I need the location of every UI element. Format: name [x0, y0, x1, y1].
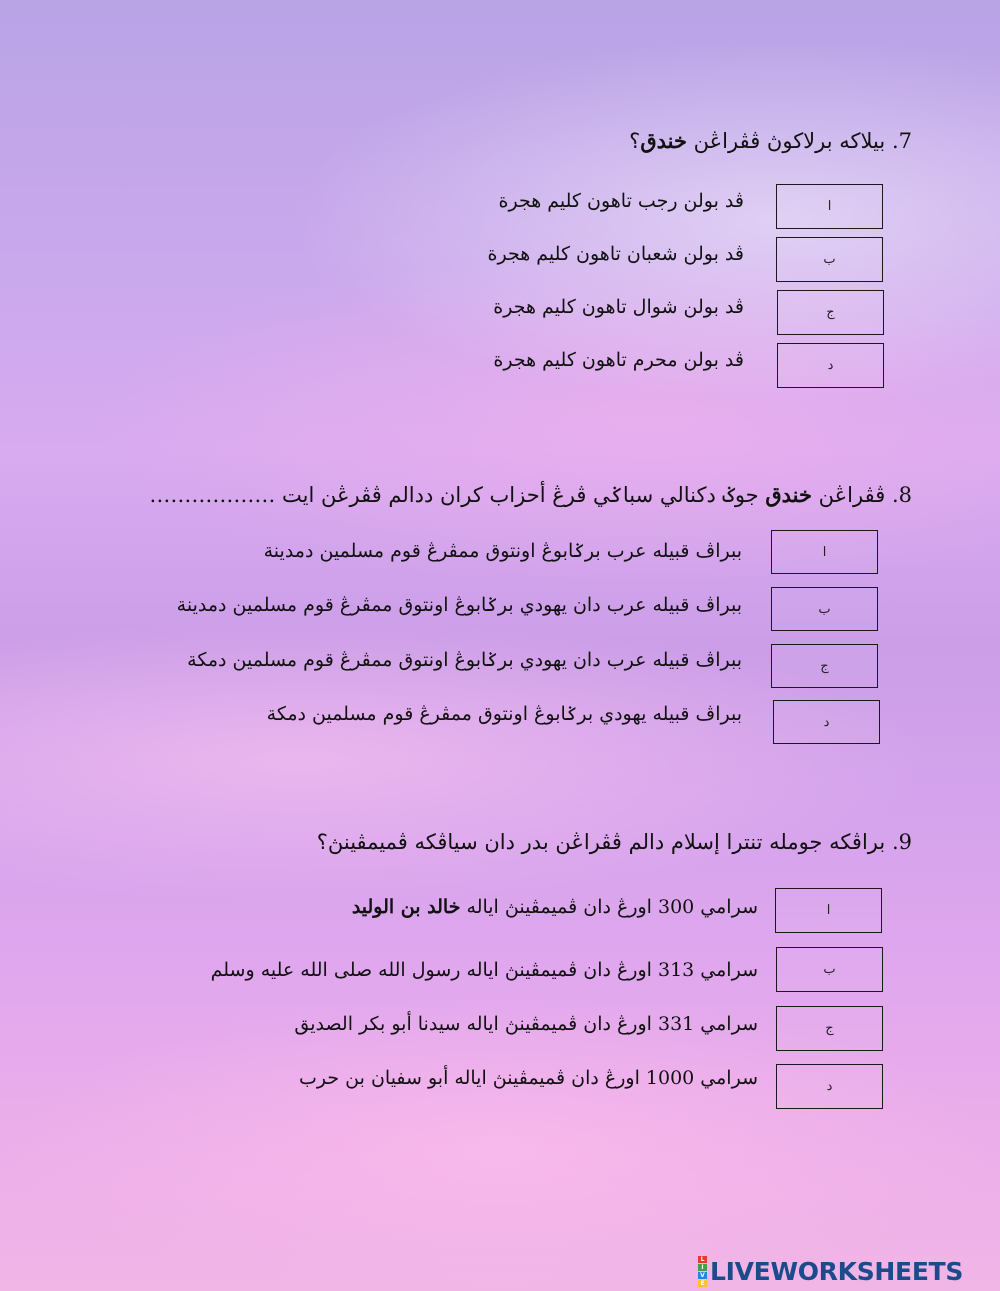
answer-box-9c[interactable]: ج: [776, 1006, 883, 1051]
option-9c-text: سرامي 331 اورڠ دان ڤميمڤينڽ اياله سيدنا أبو بكر الصديق: [294, 1013, 758, 1035]
option-8c-text: ببراڤ قبيله عرب دان يهودي برݢابوڠ اونتوق ممڤرڠ قوم مسلمين دمكة: [187, 649, 742, 671]
option-8a-text: ببراڤ قبيله عرب برݢابوڠ اونتوق ممڤرڠ قوم مسلمين دمدينة: [263, 540, 742, 562]
option-9d-text: سرامي 1000 اورڠ دان ڤميمڤينڽ اياله أبو سفيان بن حرب: [299, 1067, 758, 1089]
question-8: 8. ڤڤراڠن خندق جوݢ دكنالي سباݢي ڤرڠ أحزاب كران ددالم ڤڤرڠن ايت ………………: [149, 482, 912, 507]
option-9b-text: سرامي 313 اورڠ دان ڤميمڤينڽ اياله رسول الله صلى الله عليه وسلم: [210, 959, 758, 981]
option-7b-text: ڤد بولن شعبان تاهون كليم هجرة: [487, 243, 744, 265]
question-9-text: براڤكه جومله تنترا إسلام دالم ڤڤراڠن بدر دان سياڤكه ڤمیمڤينڽ؟: [316, 830, 886, 854]
question-7-bold: خندق: [640, 128, 687, 153]
logo-mark-icon: L I V E: [698, 1255, 707, 1287]
logo-text: LIVEWORKSHEETS: [710, 1256, 964, 1286]
option-7a-text: ڤد بولن رجب تاهون كليم هجرة: [498, 190, 744, 212]
answer-box-9a[interactable]: ا: [775, 888, 882, 933]
question-8-bold: خندق: [765, 482, 812, 507]
option-7d-text: ڤد بولن محرم تاهون كليم هجرة: [493, 349, 744, 371]
option-7c-text: ڤد بولن شوال تاهون كليم هجرة: [493, 296, 744, 318]
answer-box-9b[interactable]: ب: [776, 947, 883, 992]
answer-box-7d[interactable]: د: [777, 343, 884, 388]
answer-box-7c[interactable]: ج: [777, 290, 884, 335]
answer-box-8a[interactable]: ا: [771, 530, 878, 574]
question-8-number: 8.: [891, 483, 912, 507]
question-9-number: 9.: [891, 830, 912, 854]
answer-box-7a[interactable]: ا: [776, 184, 883, 229]
answer-box-8c[interactable]: ج: [771, 644, 878, 688]
question-7: 7. بيلاكه برلاكوڽ ڤڤراڠن خندق؟: [629, 128, 912, 153]
question-9: [317, 830, 912, 854]
answer-box-8b[interactable]: ب: [771, 587, 878, 631]
question-8-text: ڤڤراڠن: [811, 483, 886, 507]
option-9a-bold: خالد بن الوليد: [351, 896, 461, 918]
option-8d-text: ببراڤ قبيله يهودي برݢابوڠ اونتوق ممڤرڠ قوم مسلمين دمكة: [266, 703, 742, 725]
answer-box-8d[interactable]: د: [773, 700, 880, 744]
question-7-text: بيلاكه برلاكوڽ ڤڤراڠن: [686, 129, 886, 153]
liveworksheets-logo: [698, 1256, 963, 1286]
answer-box-9d[interactable]: د: [776, 1064, 883, 1109]
answer-box-7b[interactable]: ب: [776, 237, 883, 282]
option-9a-text: سرامي 300 اورڠ دان ڤميمڤينڽ اياله خالد بن الوليد: [351, 896, 758, 918]
option-8b-text: ببراڤ قبيله عرب دان يهودي برݢابوڠ اونتوق ممڤرڠ قوم مسلمين دمدينة: [176, 594, 742, 616]
question-7-number: 7.: [891, 129, 912, 153]
